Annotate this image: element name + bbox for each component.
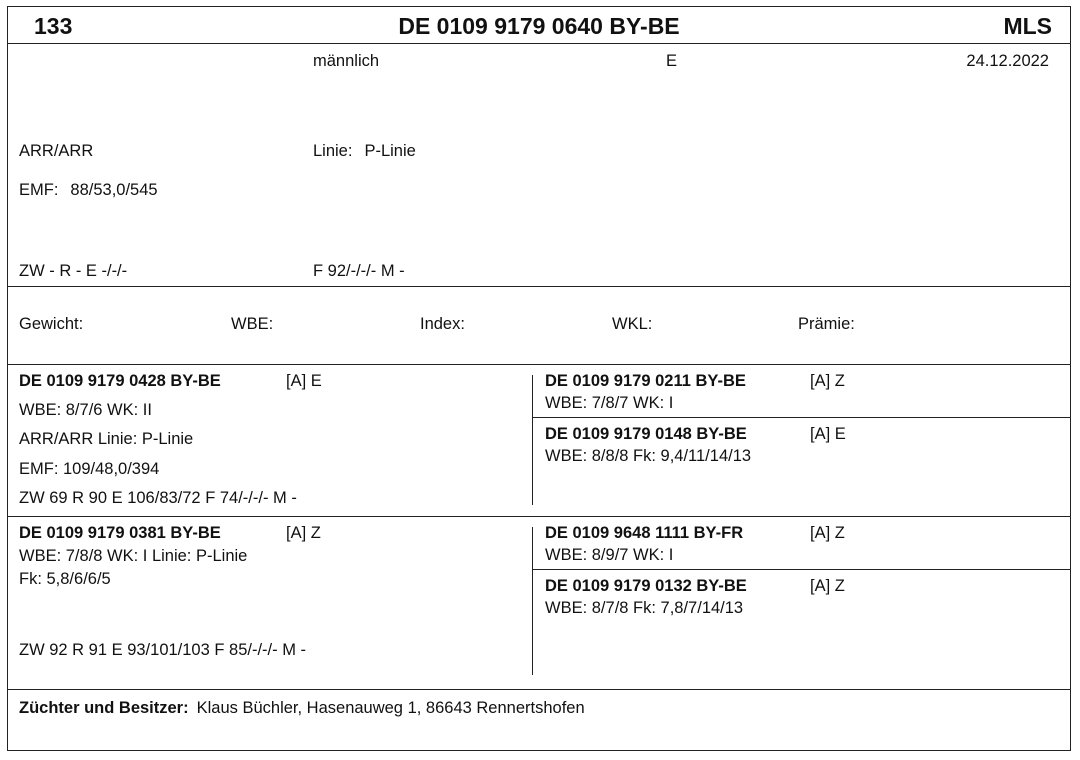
mother-mother-line-1: WBE: 8/7/8 Fk: 7,8/7/14/13	[545, 599, 744, 617]
mother-vertical-divider	[532, 527, 533, 675]
premium-label: Prämie:	[798, 315, 855, 333]
father-mother-line-1: WBE: 8/8/8 Fk: 9,4/11/14/13	[545, 447, 752, 465]
line-info	[313, 142, 416, 161]
father-father-line-1: WBE: 7/8/7 WK: I	[545, 394, 674, 412]
father-vertical-divider	[532, 375, 533, 505]
breeder-value: Klaus Büchler, Hasenauweg 1, 86643 Rennertshofen	[196, 699, 585, 717]
animal-card	[7, 6, 1071, 751]
sex: männlich	[313, 52, 380, 70]
ring-id: DE 0109 9179 0640 BY-BE	[398, 13, 680, 39]
grade: E	[666, 52, 678, 70]
father-line-4: ZW 69 R 90 E 106/83/72 F 74/-/-/- M -	[19, 489, 297, 507]
mother-line-1: WBE: 7/8/8 WK: I Linie: P-Linie	[19, 547, 248, 565]
father-mother-id: DE 0109 9179 0148 BY-BE	[545, 425, 747, 443]
info-divider	[8, 286, 1070, 287]
f-info: F 92/-/-/- M -	[313, 262, 405, 280]
date: 24.12.2022	[966, 52, 1049, 70]
mother-mother-tag: [A] Z	[810, 577, 845, 595]
mother-mother-id: DE 0109 9179 0132 BY-BE	[545, 577, 747, 595]
wbe-label: WBE:	[231, 315, 274, 333]
mother-father-id: DE 0109 9648 1111 BY-FR	[545, 524, 744, 542]
father-line-2: ARR/ARR Linie: P-Linie	[19, 430, 194, 448]
index-label: Index:	[420, 315, 465, 333]
breed-code: MLS	[1003, 13, 1052, 39]
mother-father-line-1: WBE: 8/9/7 WK: I	[545, 546, 674, 564]
breeder-info	[19, 699, 585, 718]
line-value: P-Linie	[364, 142, 416, 160]
mother-father-tag: [A] Z	[810, 524, 845, 542]
mother-line-2: Fk: 5,8/6/6/5	[19, 570, 111, 588]
genotype: ARR/ARR	[19, 142, 94, 160]
weight-label: Gewicht:	[19, 315, 84, 333]
father-grandparents-divider	[532, 417, 1070, 418]
father-line-1: WBE: 8/7/6 WK: II	[19, 401, 152, 419]
mother-id: DE 0109 9179 0381 BY-BE	[19, 524, 221, 542]
mother-line-3: ZW 92 R 91 E 93/101/103 F 85/-/-/- M -	[19, 641, 307, 659]
measures-divider	[8, 364, 1070, 365]
emf-label: EMF:	[19, 181, 59, 199]
breeder-label: Züchter und Besitzer:	[19, 699, 189, 717]
father-line-3: EMF: 109/48,0/394	[19, 460, 160, 478]
line-label: Linie:	[313, 142, 353, 160]
zw-info: ZW - R - E -/-/-	[19, 262, 128, 280]
father-tag: [A] E	[286, 372, 322, 390]
catalog-number: 133	[34, 13, 73, 39]
emf-info	[19, 181, 158, 200]
pedigree-bottom-divider	[8, 689, 1070, 690]
father-id: DE 0109 9179 0428 BY-BE	[19, 372, 221, 390]
father-father-tag: [A] Z	[810, 372, 845, 390]
mother-tag: [A] Z	[286, 524, 321, 542]
wkl-label: WKL:	[612, 315, 653, 333]
father-mother-tag: [A] E	[810, 425, 846, 443]
header-divider	[8, 43, 1070, 44]
emf-value: 88/53,0/545	[70, 181, 158, 199]
father-mother-divider	[8, 516, 1070, 517]
mother-grandparents-divider	[532, 569, 1070, 570]
father-father-id: DE 0109 9179 0211 BY-BE	[545, 372, 746, 390]
